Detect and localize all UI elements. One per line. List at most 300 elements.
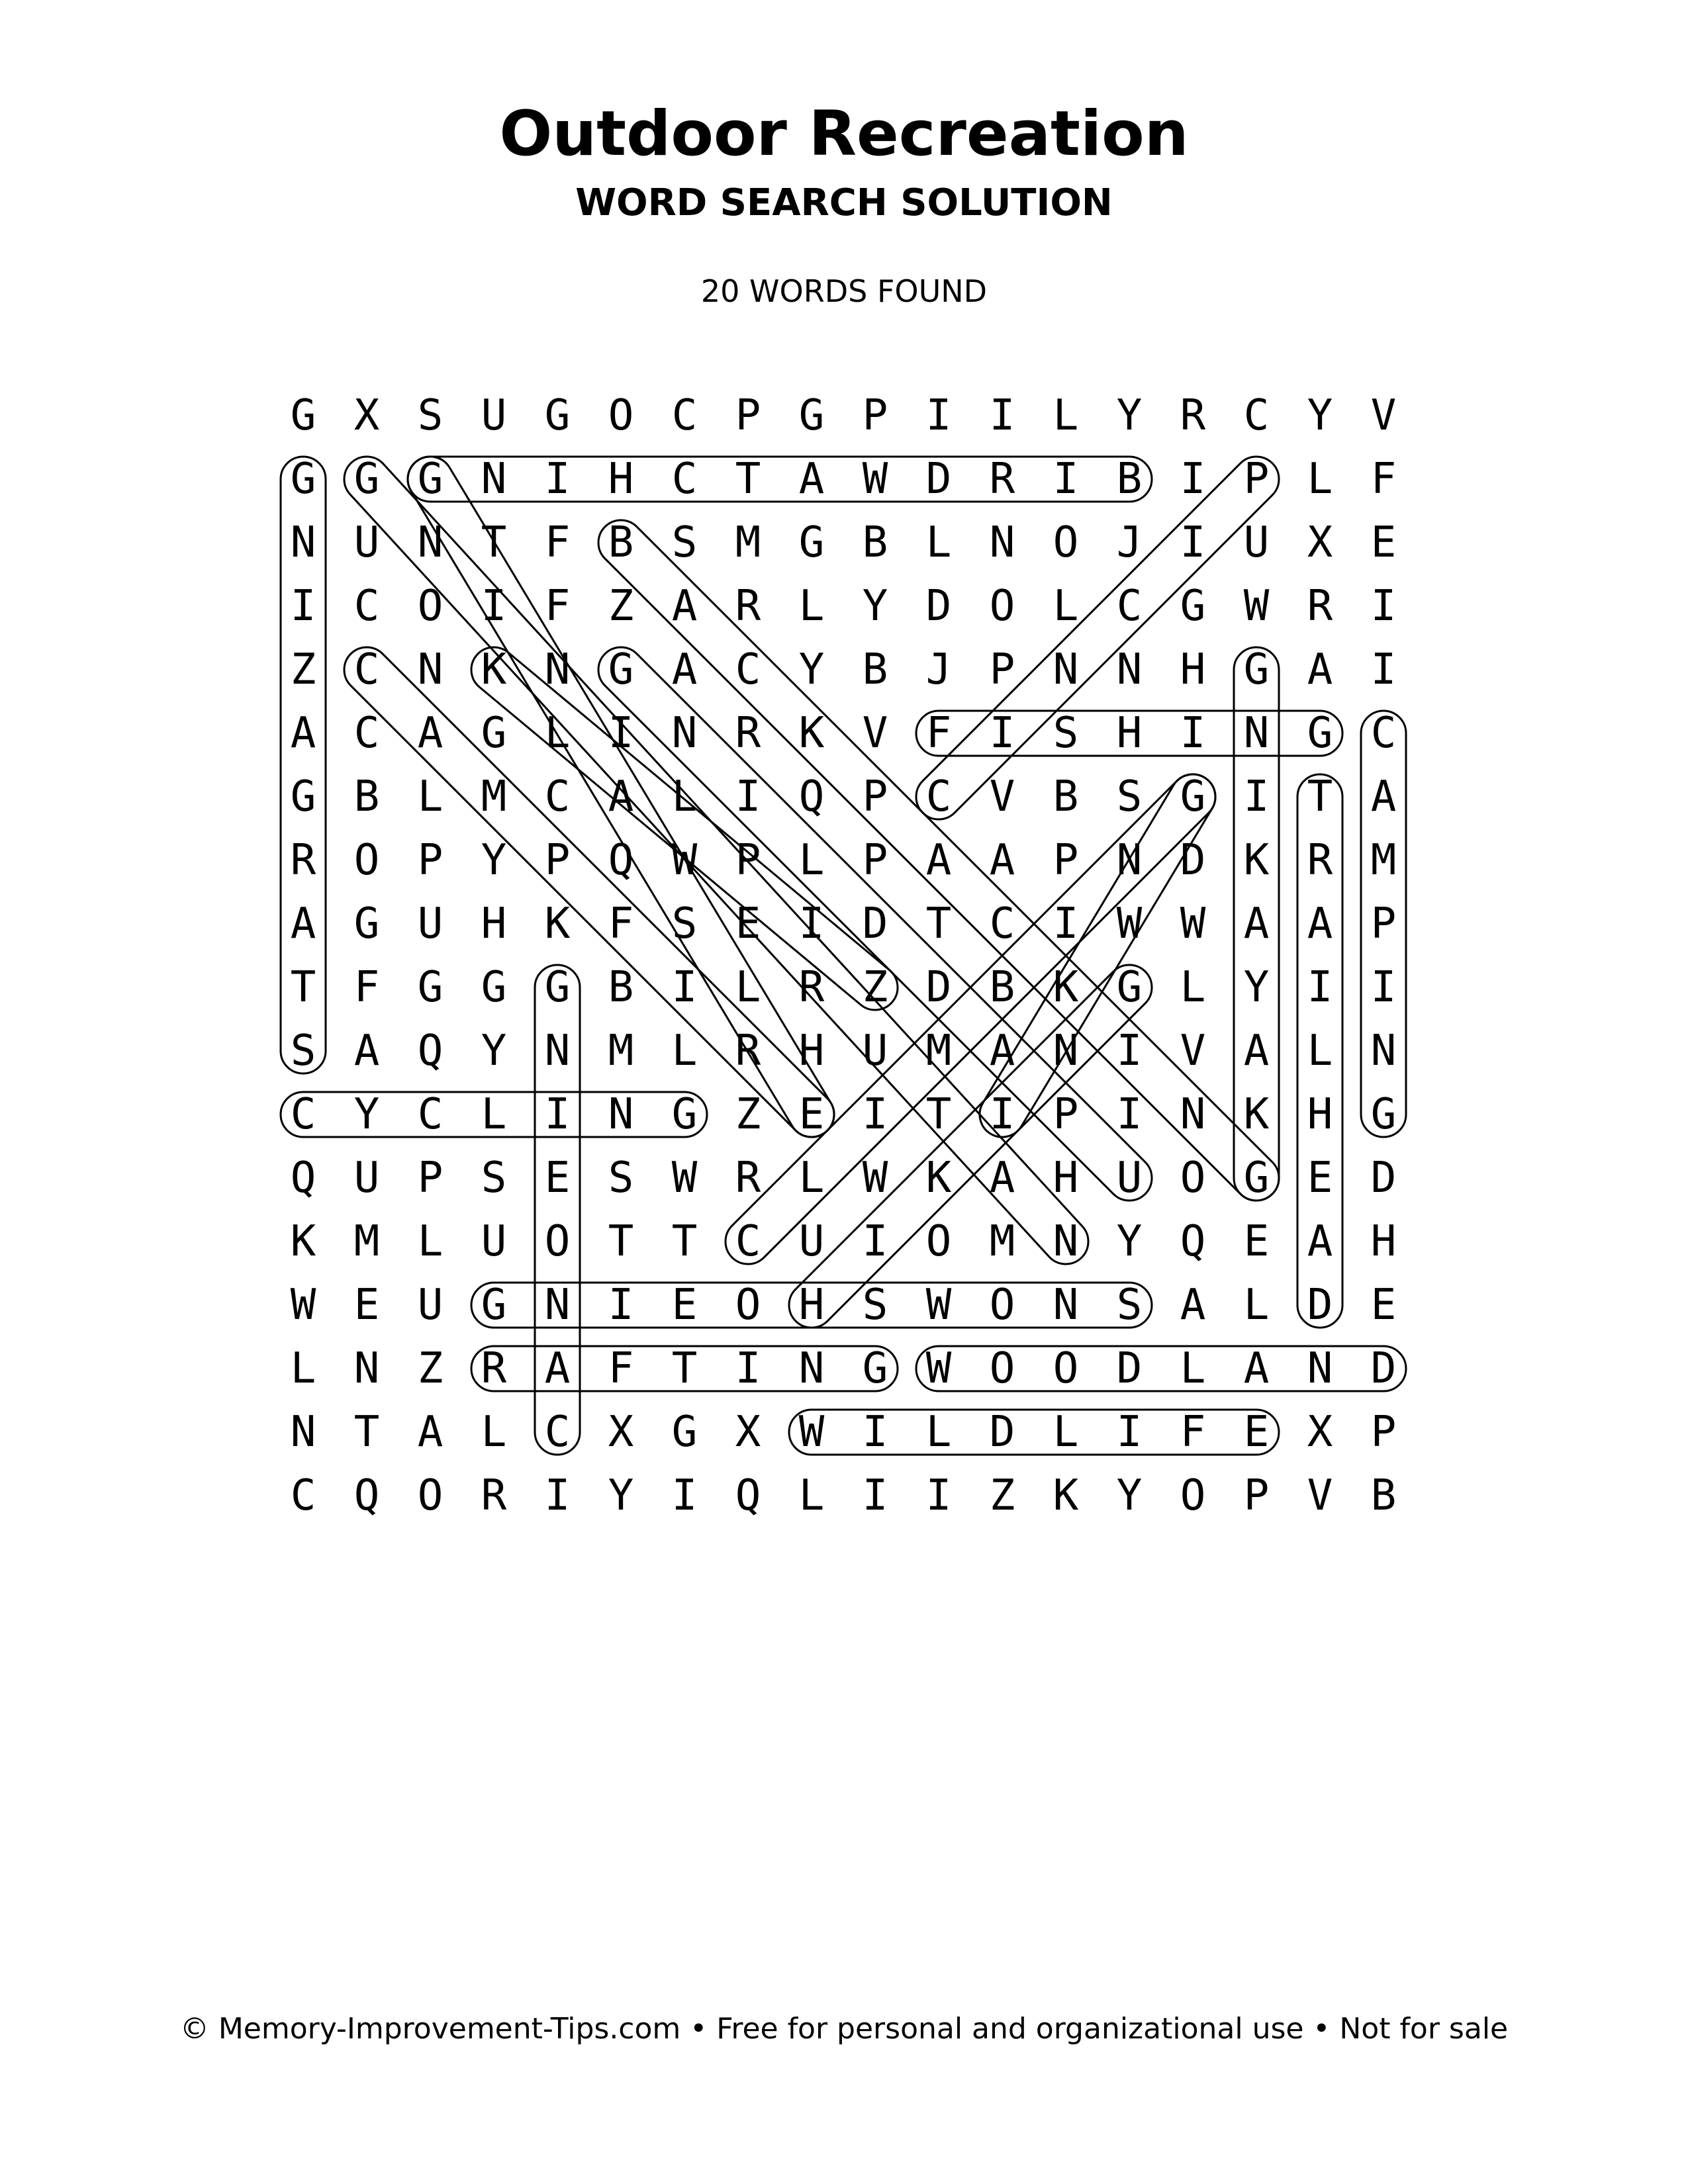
grid-letter: L xyxy=(1180,963,1206,1012)
grid-letter: U xyxy=(862,1026,888,1075)
grid-letter: P xyxy=(735,836,761,885)
grid-letter: B xyxy=(1370,1471,1397,1520)
grid-letter: I xyxy=(989,391,1015,440)
grid-letter: A xyxy=(1307,645,1333,694)
grid-letter: W xyxy=(1180,899,1206,948)
grid-letter: P xyxy=(1053,836,1079,885)
grid-letter: F xyxy=(1370,455,1397,504)
grid-letter: I xyxy=(862,1471,888,1520)
grid-letter: A xyxy=(798,455,825,504)
grid-letter: T xyxy=(925,899,952,948)
grid-letter: C xyxy=(353,645,380,694)
grid-letter: S xyxy=(608,1154,634,1203)
grid-letter: T xyxy=(671,1344,698,1393)
grid-letter: O xyxy=(1180,1471,1206,1520)
grid-letter: A xyxy=(1180,1281,1206,1330)
grid-letter: I xyxy=(671,1471,698,1520)
grid-letter: A xyxy=(417,709,444,758)
grid-letter: R xyxy=(1307,836,1333,885)
grid-letter: G xyxy=(798,391,825,440)
grid-letter: I xyxy=(1116,1026,1143,1075)
grid-letter: Y xyxy=(481,1026,507,1075)
grid-letter: S xyxy=(481,1154,507,1203)
grid-letter: G xyxy=(417,963,444,1012)
grid-letter: Y xyxy=(353,1090,380,1139)
grid-letter: M xyxy=(925,1026,952,1075)
grid-letter: H xyxy=(1053,1154,1079,1203)
grid-letter: I xyxy=(1243,772,1270,821)
grid-letter: R xyxy=(989,455,1015,504)
grid-letter: C xyxy=(925,772,952,821)
grid-letter: G xyxy=(353,455,380,504)
grid-letter: A xyxy=(1307,899,1333,948)
grid-letter: L xyxy=(735,963,761,1012)
grid-letter: S xyxy=(417,391,444,440)
grid-letter: L xyxy=(1053,391,1079,440)
grid-letter: R xyxy=(290,836,316,885)
grid-letter: B xyxy=(862,518,888,567)
grid-letter: I xyxy=(1307,963,1333,1012)
grid-letter: I xyxy=(989,1090,1015,1139)
grid-letter: U xyxy=(353,1154,380,1203)
grid-letter: I xyxy=(1370,645,1397,694)
grid-letter: U xyxy=(481,391,507,440)
grid-letter: K xyxy=(1053,963,1079,1012)
grid-letter: A xyxy=(290,709,316,758)
grid-letter: W xyxy=(862,1154,888,1203)
grid-letter: K xyxy=(544,899,571,948)
grid-letter: N xyxy=(544,1281,571,1330)
grid-letter: I xyxy=(925,1471,952,1520)
grid-letter: I xyxy=(544,455,571,504)
grid-letter: H xyxy=(1307,1090,1333,1139)
grid-letter: S xyxy=(862,1281,888,1330)
grid-letter: X xyxy=(353,391,380,440)
grid-letter: T xyxy=(290,963,316,1012)
grid-letter: G xyxy=(544,391,571,440)
grid-letter: W xyxy=(671,1154,698,1203)
grid-letter: Y xyxy=(481,836,507,885)
grid-letter: Q xyxy=(735,1471,761,1520)
grid-letter: X xyxy=(735,1408,761,1457)
grid-letter: D xyxy=(925,582,952,631)
grid-letter: C xyxy=(1116,582,1143,631)
grid-letter: Y xyxy=(1116,1471,1143,1520)
grid-letter: G xyxy=(290,772,316,821)
grid-letter: M xyxy=(481,772,507,821)
grid-letter: G xyxy=(481,1281,507,1330)
grid-letter: O xyxy=(989,1344,1015,1393)
grid-letter: R xyxy=(481,1471,507,1520)
grid-letter: C xyxy=(353,709,380,758)
grid-letter: D xyxy=(1116,1344,1143,1393)
grid-letter: F xyxy=(925,709,952,758)
grid-letter: I xyxy=(1180,518,1206,567)
grid-letter: Y xyxy=(1307,391,1333,440)
grid-letter: C xyxy=(735,645,761,694)
grid-letter: M xyxy=(353,1217,380,1266)
grid-letter: U xyxy=(417,899,444,948)
grid-letter: B xyxy=(608,963,634,1012)
grid-letter: U xyxy=(353,518,380,567)
grid-letter: N xyxy=(417,518,444,567)
grid-letter: Q xyxy=(798,772,825,821)
grid-letter: T xyxy=(735,455,761,504)
grid-letter: E xyxy=(353,1281,380,1330)
grid-letter: U xyxy=(1116,1154,1143,1203)
grid-letter: P xyxy=(1243,455,1270,504)
grid-letter: K xyxy=(481,645,507,694)
grid-letter: T xyxy=(353,1408,380,1457)
grid-letter: N xyxy=(417,645,444,694)
grid-letter: N xyxy=(544,645,571,694)
grid-letter: N xyxy=(989,518,1015,567)
grid-letter: Q xyxy=(417,1026,444,1075)
grid-letter: G xyxy=(353,899,380,948)
grid-letter: C xyxy=(290,1090,316,1139)
grid-letter: L xyxy=(417,1217,444,1266)
grid-letter: N xyxy=(1053,1217,1079,1266)
grid-letter: L xyxy=(417,772,444,821)
grid-letter: H xyxy=(1370,1217,1397,1266)
grid-letter: G xyxy=(608,645,634,694)
grid-letter: S xyxy=(1116,1281,1143,1330)
grid-letter: N xyxy=(1053,1281,1079,1330)
grid-letter: R xyxy=(735,582,761,631)
grid-letter: G xyxy=(1370,1090,1397,1139)
grid-letter: D xyxy=(1370,1154,1397,1203)
grid-letter: I xyxy=(1370,582,1397,631)
grid-letter: C xyxy=(544,772,571,821)
grid-letter: T xyxy=(925,1090,952,1139)
grid-letter: T xyxy=(481,518,507,567)
grid-letter: D xyxy=(989,1408,1015,1457)
grid-letter: E xyxy=(671,1281,698,1330)
grid-letter: A xyxy=(989,836,1015,885)
grid-letter: B xyxy=(1116,455,1143,504)
grid-letter: N xyxy=(1180,1090,1206,1139)
grid-letter: R xyxy=(1180,391,1206,440)
words-found-count: 20 WORDS FOUND xyxy=(700,273,988,309)
grid-letter: L xyxy=(1243,1281,1270,1330)
grid-letter: L xyxy=(798,1154,825,1203)
grid-letter: I xyxy=(735,1344,761,1393)
grid-letter: W xyxy=(671,836,698,885)
grid-letter: H xyxy=(798,1281,825,1330)
grid-letter: Y xyxy=(1116,1217,1143,1266)
grid-letter: E xyxy=(798,1090,825,1139)
grid-letter: Q xyxy=(608,836,634,885)
grid-letter: S xyxy=(1116,772,1143,821)
grid-letter: C xyxy=(1370,709,1397,758)
grid-letter: L xyxy=(290,1344,316,1393)
grid-letter: P xyxy=(735,391,761,440)
grid-letter: B xyxy=(608,518,634,567)
grid-letter: A xyxy=(989,1154,1015,1203)
grid-letter: S xyxy=(671,899,698,948)
grid-letter: A xyxy=(1243,899,1270,948)
grid-letter: N xyxy=(481,455,507,504)
grid-letter: L xyxy=(1180,1344,1206,1393)
grid-letter: P xyxy=(1370,899,1397,948)
grid-letter: I xyxy=(608,709,634,758)
grid-letter: G xyxy=(1180,772,1206,821)
copyright-footer: © Memory-Improvement-Tips.com • Free for personal and organizational use • Not for sale xyxy=(179,2012,1509,2046)
grid-letter: E xyxy=(1370,1281,1397,1330)
grid-letter: G xyxy=(1180,582,1206,631)
grid-letter: G xyxy=(290,391,316,440)
grid-letter: S xyxy=(290,1026,316,1075)
grid-letter: A xyxy=(353,1026,380,1075)
grid-letter: G xyxy=(671,1408,698,1457)
grid-letter: I xyxy=(735,772,761,821)
grid-letter: A xyxy=(544,1344,571,1393)
grid-letter: C xyxy=(544,1408,571,1457)
grid-letter: X xyxy=(1307,1408,1333,1457)
grid-letter: F xyxy=(608,1344,634,1393)
grid-letter: B xyxy=(1053,772,1079,821)
grid-letter: V xyxy=(1370,391,1397,440)
grid-letter: O xyxy=(1053,518,1079,567)
grid-letter: L xyxy=(544,709,571,758)
grid-letter: D xyxy=(925,963,952,1012)
grid-letter: N xyxy=(1307,1344,1333,1393)
grid-letter: U xyxy=(798,1217,825,1266)
grid-letter: P xyxy=(989,645,1015,694)
grid-letter: Y xyxy=(1243,963,1270,1012)
grid-letter: G xyxy=(1307,709,1333,758)
grid-letter: L xyxy=(671,772,698,821)
grid-letter: U xyxy=(1243,518,1270,567)
grid-letter: O xyxy=(1180,1154,1206,1203)
grid-letter: W xyxy=(798,1408,825,1457)
grid-letter: I xyxy=(544,1471,571,1520)
grid-letter: C xyxy=(671,391,698,440)
grid-letter: B xyxy=(353,772,380,821)
grid-letter: P xyxy=(862,772,888,821)
grid-letter: Z xyxy=(989,1471,1015,1520)
grid-letter: C xyxy=(1243,391,1270,440)
grid-letter: E xyxy=(1243,1408,1270,1457)
grid-letter: F xyxy=(1180,1408,1206,1457)
grid-letter: I xyxy=(671,963,698,1012)
grid-letter: K xyxy=(290,1217,316,1266)
grid-letter: G xyxy=(290,455,316,504)
grid-letter: L xyxy=(1053,1408,1079,1457)
grid-letter: T xyxy=(671,1217,698,1266)
grid-letter: F xyxy=(608,899,634,948)
grid-letter: R xyxy=(735,1154,761,1203)
grid-letter: P xyxy=(1243,1471,1270,1520)
grid-letter: I xyxy=(608,1281,634,1330)
grid-letter: W xyxy=(1243,582,1270,631)
grid-letter: F xyxy=(544,518,571,567)
grid-letter: E xyxy=(544,1154,571,1203)
grid-letter: A xyxy=(608,772,634,821)
grid-letter: Z xyxy=(862,963,888,1012)
grid-letter: X xyxy=(608,1408,634,1457)
grid-letter: Z xyxy=(417,1344,444,1393)
grid-letter: R xyxy=(735,1026,761,1075)
grid-letter: O xyxy=(353,836,380,885)
grid-letter: H xyxy=(798,1026,825,1075)
grid-letter: X xyxy=(1307,518,1333,567)
grid-letter: O xyxy=(544,1217,571,1266)
grid-letter: I xyxy=(862,1090,888,1139)
grid-letter: Q xyxy=(1180,1217,1206,1266)
grid-letter: I xyxy=(989,709,1015,758)
grid-letter: I xyxy=(798,899,825,948)
grid-letter: C xyxy=(353,582,380,631)
grid-letter: A xyxy=(417,1408,444,1457)
grid-letter: I xyxy=(290,582,316,631)
grid-letter: J xyxy=(1116,518,1143,567)
grid-letter: H xyxy=(608,455,634,504)
grid-letter: M xyxy=(735,518,761,567)
grid-letter: D xyxy=(1370,1344,1397,1393)
grid-letter: P xyxy=(1053,1090,1079,1139)
grid-letter: C xyxy=(290,1471,316,1520)
grid-letter: G xyxy=(1116,963,1143,1012)
grid-letter: Y xyxy=(1116,391,1143,440)
grid-letter: L xyxy=(1307,1026,1333,1075)
grid-letter: M xyxy=(989,1217,1015,1266)
grid-letter: A xyxy=(1243,1344,1270,1393)
grid-letter: B xyxy=(862,645,888,694)
grid-letter: O xyxy=(989,582,1015,631)
grid-letter: E xyxy=(1243,1217,1270,1266)
grid-letter: L xyxy=(671,1026,698,1075)
grid-letter: O xyxy=(735,1281,761,1330)
grid-letter: L xyxy=(1307,455,1333,504)
grid-letter: I xyxy=(1180,455,1206,504)
grid-letter: Z xyxy=(608,582,634,631)
grid-letter: N xyxy=(671,709,698,758)
grid-letter: N xyxy=(290,518,316,567)
grid-letter: G xyxy=(481,963,507,1012)
grid-letter: I xyxy=(862,1217,888,1266)
grid-letter: S xyxy=(1053,709,1079,758)
grid-letter: Y xyxy=(862,582,888,631)
grid-letter: C xyxy=(671,455,698,504)
grid-letter: H xyxy=(1180,645,1206,694)
grid-letter: A xyxy=(1243,1026,1270,1075)
grid-letter: L xyxy=(925,518,952,567)
grid-letter: A xyxy=(1307,1217,1333,1266)
grid-letter: A xyxy=(671,582,698,631)
grid-letter: V xyxy=(989,772,1015,821)
grid-letter: L xyxy=(798,582,825,631)
grid-letter: N xyxy=(290,1408,316,1457)
grid-letter: N xyxy=(1116,645,1143,694)
grid-letter: O xyxy=(925,1217,952,1266)
grid-letter: I xyxy=(544,1090,571,1139)
grid-letter: D xyxy=(862,899,888,948)
grid-letter: Q xyxy=(353,1471,380,1520)
grid-letter: L xyxy=(481,1090,507,1139)
grid-letter: P xyxy=(862,836,888,885)
grid-letter: P xyxy=(417,836,444,885)
grid-letter: I xyxy=(1116,1090,1143,1139)
grid-letter: Y xyxy=(608,1471,634,1520)
grid-letter: Y xyxy=(798,645,825,694)
grid-letter: I xyxy=(1370,963,1397,1012)
grid-letter: O xyxy=(608,391,634,440)
grid-letter: I xyxy=(1053,899,1079,948)
grid-letter: L xyxy=(1053,582,1079,631)
grid-letter: N xyxy=(1370,1026,1397,1075)
grid-letter: P xyxy=(544,836,571,885)
grid-letter: I xyxy=(862,1408,888,1457)
grid-letter: Q xyxy=(290,1154,316,1203)
grid-letter: E xyxy=(1307,1154,1333,1203)
grid-letter: E xyxy=(1370,518,1397,567)
grid-letter: C xyxy=(735,1217,761,1266)
grid-letter: I xyxy=(925,391,952,440)
grid-letter: G xyxy=(798,518,825,567)
grid-letter: Z xyxy=(290,645,316,694)
grid-letter: U xyxy=(481,1217,507,1266)
grid-letter: N xyxy=(1116,836,1143,885)
page-subtitle: WORD SEARCH SOLUTION xyxy=(575,181,1113,224)
grid-letter: Z xyxy=(735,1090,761,1139)
grid-letter: I xyxy=(1180,709,1206,758)
grid-letter: S xyxy=(671,518,698,567)
grid-letter: W xyxy=(1116,899,1143,948)
grid-letter: I xyxy=(481,582,507,631)
grid-letter: A xyxy=(290,899,316,948)
grid-letter: D xyxy=(1180,836,1206,885)
grid-letter: N xyxy=(1053,1026,1079,1075)
grid-letter: G xyxy=(671,1090,698,1139)
grid-letter: G xyxy=(481,709,507,758)
grid-letter: L xyxy=(798,1471,825,1520)
grid-letter: G xyxy=(1243,1154,1270,1203)
grid-letter: J xyxy=(925,645,952,694)
grid-letter: N xyxy=(353,1344,380,1393)
grid-letter: L xyxy=(481,1408,507,1457)
grid-letter: W xyxy=(290,1281,316,1330)
grid-letter: K xyxy=(925,1154,952,1203)
grid-letter: K xyxy=(1243,1090,1270,1139)
grid-letter: A xyxy=(925,836,952,885)
grid-letter: A xyxy=(989,1026,1015,1075)
grid-letter: C xyxy=(417,1090,444,1139)
grid-letter: F xyxy=(353,963,380,1012)
grid-letter: N xyxy=(544,1026,571,1075)
grid-letter: L xyxy=(925,1408,952,1457)
grid-letter: P xyxy=(1370,1408,1397,1457)
grid-letter: R xyxy=(481,1344,507,1393)
grid-letter: D xyxy=(925,455,952,504)
grid-letter: W xyxy=(862,455,888,504)
grid-letter: R xyxy=(798,963,825,1012)
grid-letter: V xyxy=(862,709,888,758)
grid-letter: E xyxy=(735,899,761,948)
grid-letter: N xyxy=(608,1090,634,1139)
grid-letter: V xyxy=(1307,1471,1333,1520)
grid-letter: B xyxy=(989,963,1015,1012)
grid-letter: F xyxy=(544,582,571,631)
grid-letter: P xyxy=(862,391,888,440)
grid-letter: O xyxy=(417,1471,444,1520)
grid-letter: W xyxy=(925,1344,952,1393)
grid-letter: N xyxy=(798,1344,825,1393)
grid-letter: N xyxy=(1053,645,1079,694)
grid-letter: H xyxy=(1116,709,1143,758)
grid-letter: T xyxy=(608,1217,634,1266)
grid-letter: H xyxy=(481,899,507,948)
